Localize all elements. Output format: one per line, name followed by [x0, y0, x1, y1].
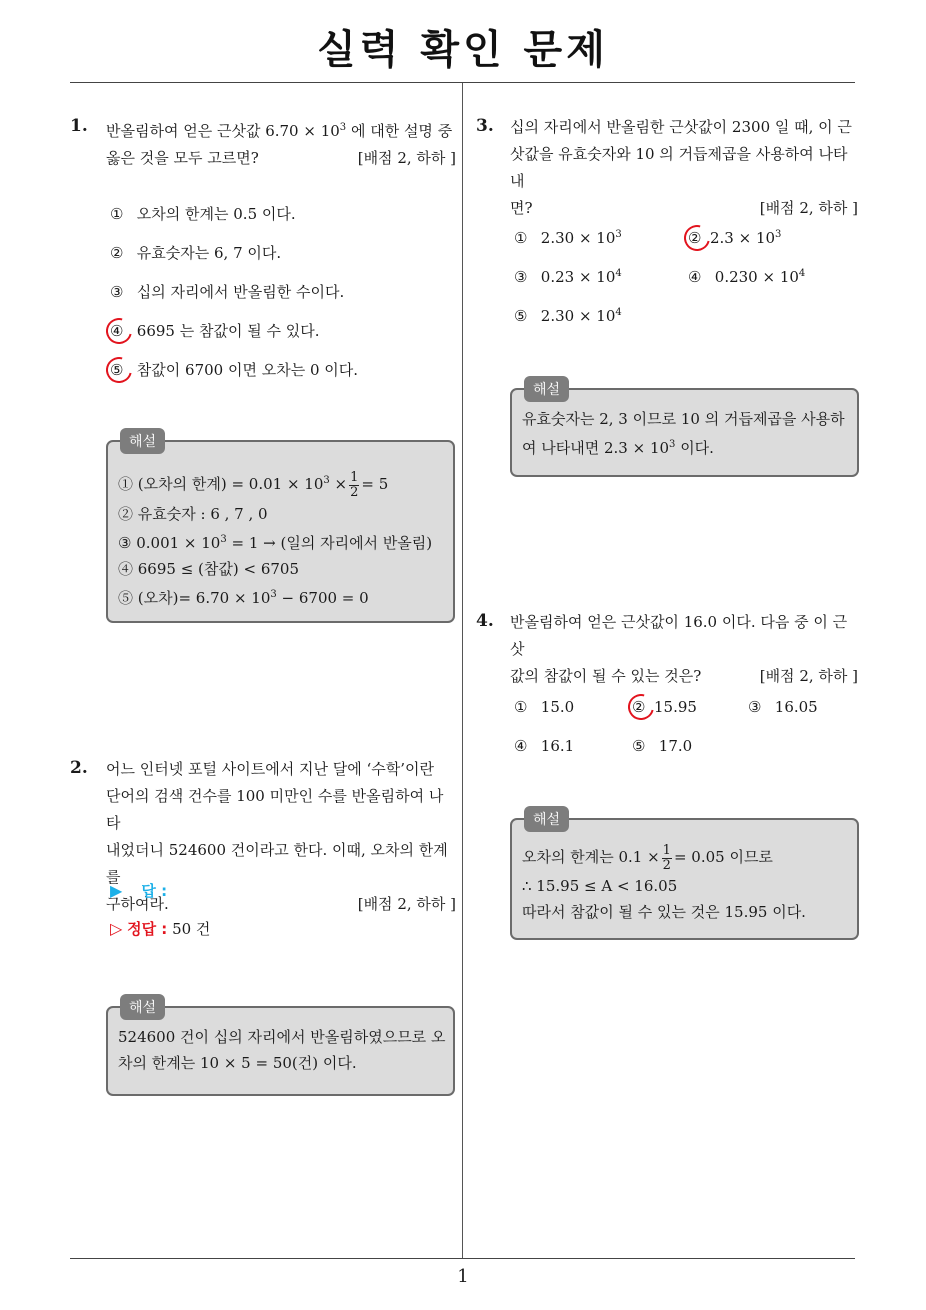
page-number: 1	[457, 1266, 469, 1287]
q1-option-1[interactable]: ① 오차의 한계는 0.5 이다.	[110, 205, 296, 223]
explanation-label: 해설	[524, 806, 569, 832]
q1-stem: 반올림하여 얻은 근삿값 $6.70 \times 10^3$ 에 대한 설명 중 옳은 것을 모두 고르면? [배점 2, 하하 ]	[106, 114, 456, 172]
q3-explanation-line-2: 여 나타내면 $2.3 \times 10^3$ 이다.	[522, 439, 714, 457]
q4-explanation-box	[510, 812, 859, 940]
q3-option-3[interactable]: ③ $0.23 \times 10^4$	[514, 268, 622, 286]
q4-option-1[interactable]: ① 15.0	[514, 698, 575, 716]
q3-number: 3.	[476, 116, 494, 136]
q4-option-2[interactable]: ② 15.95	[632, 698, 697, 716]
q4-explanation-line-3: 따라서 참값이 될 수 있는 것은 15.95 이다.	[522, 902, 806, 921]
bottom-rule	[70, 1258, 855, 1259]
q1-option-4[interactable]: ④ 6695 는 참값이 될 수 있다.	[110, 320, 319, 341]
q3-stem	[510, 114, 858, 222]
selected-circle-mark	[623, 689, 659, 725]
q4-number: 4.	[476, 611, 494, 631]
q3-line3: 면?	[510, 199, 533, 217]
q2-line3: 내었더니 524600 건이라고 한다. 이때, 오차의 한계를	[106, 841, 448, 886]
q3-option-5[interactable]: ⑤ $2.30 \times 10^4$	[514, 307, 622, 325]
page-title: 실력 확인 문제	[317, 27, 609, 73]
q1-explanation-line-4: ④ 6695 ≤ (참값) < 6705	[118, 560, 300, 578]
q3-explanation-box	[510, 382, 859, 477]
q3-line2: 삿값을 유효숫자와 10 의 거듭제곱을 사용하여 나타내	[510, 145, 848, 190]
q2-answer-field[interactable]	[110, 880, 167, 901]
q1-meta: [배점 2, 하하 ]	[357, 149, 456, 167]
q3-option-2[interactable]: ② $2.3 \times 10^3$	[688, 229, 781, 247]
q2-line2: 단어의 검색 건수를 100 미만인 수를 반올림하여 나타	[106, 787, 444, 832]
q1-explanation-line-1: ① (오차의 한계) = $0.01 \times 10^3$ × $\frac{1}{2}$ = 5	[118, 469, 389, 500]
q1-explanation-line-5: ⑤ (오차)= $6.70 \times 10^3 - 6700 = 0$	[118, 589, 369, 607]
q3-option-1[interactable]: ① $2.30 \times 10^3$	[514, 229, 622, 247]
answer-label: 답 :	[141, 882, 168, 900]
q2-correct-answer	[110, 918, 210, 939]
q1-line2: 옳은 것을 모두 고르면?	[106, 149, 259, 167]
q3-option-4[interactable]: ④ $0.230 \times 10^4$	[688, 268, 806, 286]
selected-circle-mark	[101, 313, 137, 349]
q1-explanation-box	[106, 434, 455, 623]
q3-line1: 십의 자리에서 반올림한 근삿값이 2300 일 때, 이 근	[510, 118, 852, 136]
q4-option-4[interactable]: ④ 16.1	[514, 737, 575, 755]
q4-explanation-line-1: 오차의 한계는 0.1 × $\frac{1}{2}$ = 0.05 이므로	[522, 842, 773, 873]
q4-explanation-line-2: ∴ 15.95 ≤ A < 16.05	[522, 876, 678, 895]
q4-stem	[510, 609, 858, 690]
selected-circle-mark	[679, 220, 715, 256]
explanation-label: 해설	[120, 994, 165, 1020]
q1-number: 1.	[70, 116, 88, 136]
q2-line1: 어느 인터넷 포털 사이트에서 지난 달에 ‘수학’이란	[106, 760, 434, 778]
q1-explanation-line-2: ② 유효숫자 : 6 , 7 , 0	[118, 505, 268, 523]
selected-circle-mark	[101, 352, 137, 388]
fraction: $\frac{1}{2}$	[662, 842, 671, 873]
q4-line2: 값의 참값이 될 수 있는 것은?	[510, 667, 702, 685]
outline-play-icon: ▷	[110, 919, 123, 938]
q4-option-5[interactable]: ⑤ 17.0	[632, 737, 693, 755]
q4-meta: [배점 2, 하하 ]	[759, 667, 858, 685]
q2-explanation-box	[106, 1000, 455, 1096]
q2-explanation-line-2: 차의 한계는 10 × 5 = 50(건) 이다.	[118, 1054, 357, 1072]
column-divider	[462, 83, 463, 1258]
correct-value: 50 건	[172, 920, 211, 938]
q2-meta: [배점 2, 하하 ]	[357, 895, 456, 913]
q2-explanation-line-1: 524600 건이 십의 자리에서 반올림하였으므로 오	[118, 1028, 446, 1046]
explanation-label: 해설	[524, 376, 569, 402]
q1-explanation-line-3: ③ $0.001 \times 10^3 = 1$ → (일의 자리에서 반올림)	[118, 534, 433, 552]
q4-option-3[interactable]: ③ 16.05	[748, 698, 818, 716]
q2-number: 2.	[70, 758, 88, 778]
q1-option-5[interactable]: ⑤ 참값이 6700 이면 오차는 0 이다.	[110, 359, 358, 380]
q3-meta: [배점 2, 하하 ]	[759, 199, 858, 217]
q3-explanation-line-1: 유효숫자는 2, 3 이므로 10 의 거듭제곱을 사용하	[522, 410, 845, 428]
fraction: $\frac{1}{2}$	[350, 469, 359, 500]
correct-label: 정답 :	[127, 920, 168, 938]
q1-option-2[interactable]: ② 유효숫자는 6, 7 이다.	[110, 244, 282, 262]
q1-line1: 반올림하여 얻은 근삿값 6.70 × 10	[106, 122, 340, 140]
play-icon: ▶	[110, 881, 123, 900]
q4-line1: 반올림하여 얻은 근삿값이 16.0 이다. 다음 중 이 근삿	[510, 613, 848, 658]
q1-option-3[interactable]: ③ 십의 자리에서 반올림한 수이다.	[110, 283, 345, 301]
explanation-label: 해설	[120, 428, 165, 454]
q2-line4: 구하여라.	[106, 895, 169, 913]
